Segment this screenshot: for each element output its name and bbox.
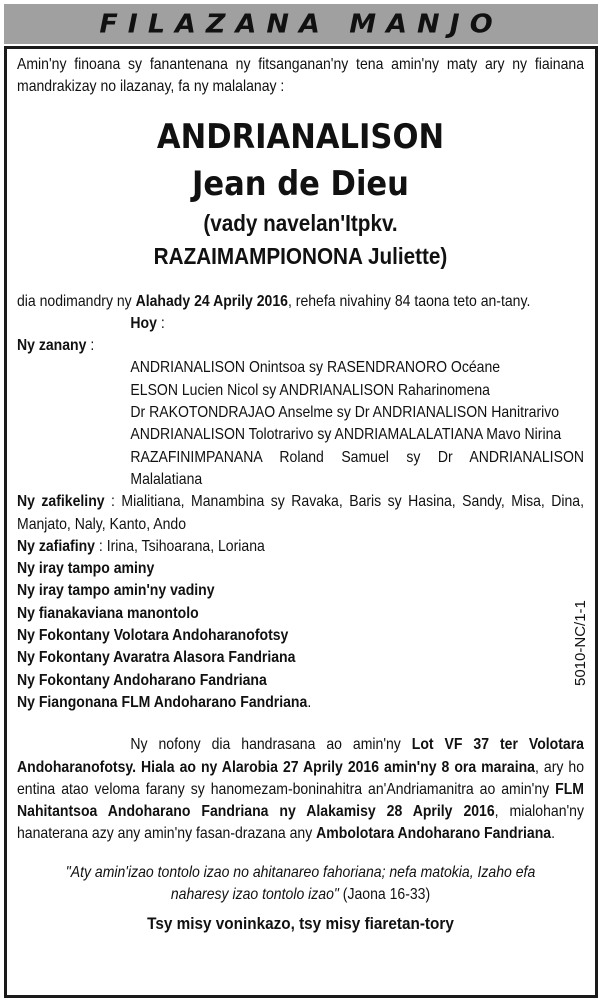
great-grandchildren-label: Ny zafiafiny — [17, 537, 96, 555]
funeral-bold-2: FLM Nahitantsoa Andoharano Fandriana ny Alakamisy 28 Aprily 2016 — [17, 780, 584, 821]
quote-reference: (Jaona 16-33) — [338, 886, 431, 904]
relation-item — [17, 670, 584, 692]
relation-text: Ny iray tampo amin'ny vadiny — [17, 582, 215, 600]
deceased-surname: ANDRIANALISON — [156, 116, 445, 157]
relation-text: Ny Fokontany Andoharano Fandriana — [17, 671, 267, 689]
relation-text: Ny Fokontany Volotara Andoharanofotsy — [17, 627, 289, 645]
grandchildren-label: Ny zafikeliny — [17, 493, 105, 511]
relations-end: . — [307, 693, 312, 711]
relation-item — [17, 603, 584, 625]
relation-item — [17, 558, 584, 580]
notice-content — [17, 53, 584, 936]
spouse-line-2: RAZAIMAMPIONONA Juliette) — [153, 242, 448, 269]
header-title: FILAZANA MANJO — [99, 9, 503, 39]
spouse-line-1: (vady navelan'Itpkv. — [203, 209, 398, 236]
children-sep: : — [86, 337, 95, 355]
relation-item — [17, 580, 584, 602]
children-label: Ny zanany — [17, 337, 87, 355]
death-date: Alahady 24 Aprily 2016 — [135, 292, 288, 310]
relation-text: Ny fianakaviana manontolo — [17, 604, 199, 622]
funeral-bold-1: Lot VF 37 ter Volotara Andoharanofotsy. Hiala ao ny Alarobia 27 Aprily 2016 amin'ny 8 ora maraina — [17, 736, 584, 776]
intro-text: Amin'ny finoana sy fanantenana ny fitsanganan'ny tena amin'ny maty ary ny fiainana mandrakizay no ilazanay, fa ny malalanay : — [17, 56, 584, 96]
child-item: ELSON Lucien Nicol sy ANDRIANALISON Raharinomena — [130, 381, 490, 399]
bible-quote — [17, 862, 584, 907]
deceased-block — [17, 113, 584, 273]
child-item: ANDRIANALISON Onintsoa sy RASENDRANORO Océane — [130, 359, 501, 377]
grandchildren-text: : Mialitiana, Manambina sy Ravaka, Baris sy Hasina, Sandy, Misa, Dina, Manjato, Naly, Kanto, Ando — [17, 493, 585, 533]
funeral-text-3: , mialohan'ny hanaterana azy any amin'ny fasan-drazana any — [17, 803, 584, 843]
great-grandchildren-line — [17, 536, 584, 558]
children-heading — [17, 335, 584, 357]
funeral-text-1: Ny nofony dia handrasana ao amin'ny — [130, 736, 412, 754]
hoy-sep: : — [156, 314, 165, 332]
funeral-paragraph — [17, 734, 584, 845]
death-prefix: dia nodimandry ny — [17, 292, 136, 310]
relation-item — [17, 625, 584, 647]
relation-item — [17, 647, 584, 669]
death-line — [17, 291, 584, 313]
child-item: RAZAFINIMPANANA Roland Samuel sy Dr ANDRIANALISON Malalatiana — [130, 448, 584, 488]
closing-line: Tsy misy voninkazo, tsy misy fiaretan-tory — [147, 914, 454, 934]
notice-box — [4, 46, 598, 998]
relation-text: Ny Fiangonana FLM Andoharano Fandriana — [17, 693, 308, 711]
hoy-label: Hoy — [130, 314, 157, 332]
relation-text: Ny Fokontany Avaratra Alasora Fandriana — [17, 649, 296, 667]
funeral-text-2: , ary ho entina atao veloma farany sy hanomezam-boninahitra an'Andriamanitra ao amin'ny — [17, 758, 584, 798]
notice-header — [4, 4, 598, 44]
funeral-text-4: . — [551, 825, 556, 843]
child-item: Dr RAKOTONDRAJAO Anselme sy Dr ANDRIANALISON Hanitrarivo — [130, 404, 560, 422]
hoy-line — [17, 313, 584, 335]
relation-text: Ny iray tampo aminy — [17, 560, 155, 578]
quote-text: "Aty amin'izao tontolo izao no ahitanareo fahoriana; nefa matokia, Izaho efa naharesy izao tontolo izao" — [65, 863, 536, 904]
relation-item — [17, 692, 584, 714]
grandchildren-line — [17, 491, 584, 536]
side-code: 5010-NC/1-1 — [572, 600, 589, 686]
funeral-bold-3: Ambolotara Andoharano Fandriana — [316, 825, 552, 843]
child-item: ANDRIANALISON Tolotrarivo sy ANDRIAMALALATIANA Mavo Nirina — [130, 426, 562, 444]
deceased-given-name: Jean de Dieu — [192, 163, 409, 204]
great-grandchildren-text: : Irina, Tsihoarana, Loriana — [95, 537, 265, 555]
death-suffix: , rehefa nivahiny 84 taona teto an-tany. — [287, 292, 531, 310]
